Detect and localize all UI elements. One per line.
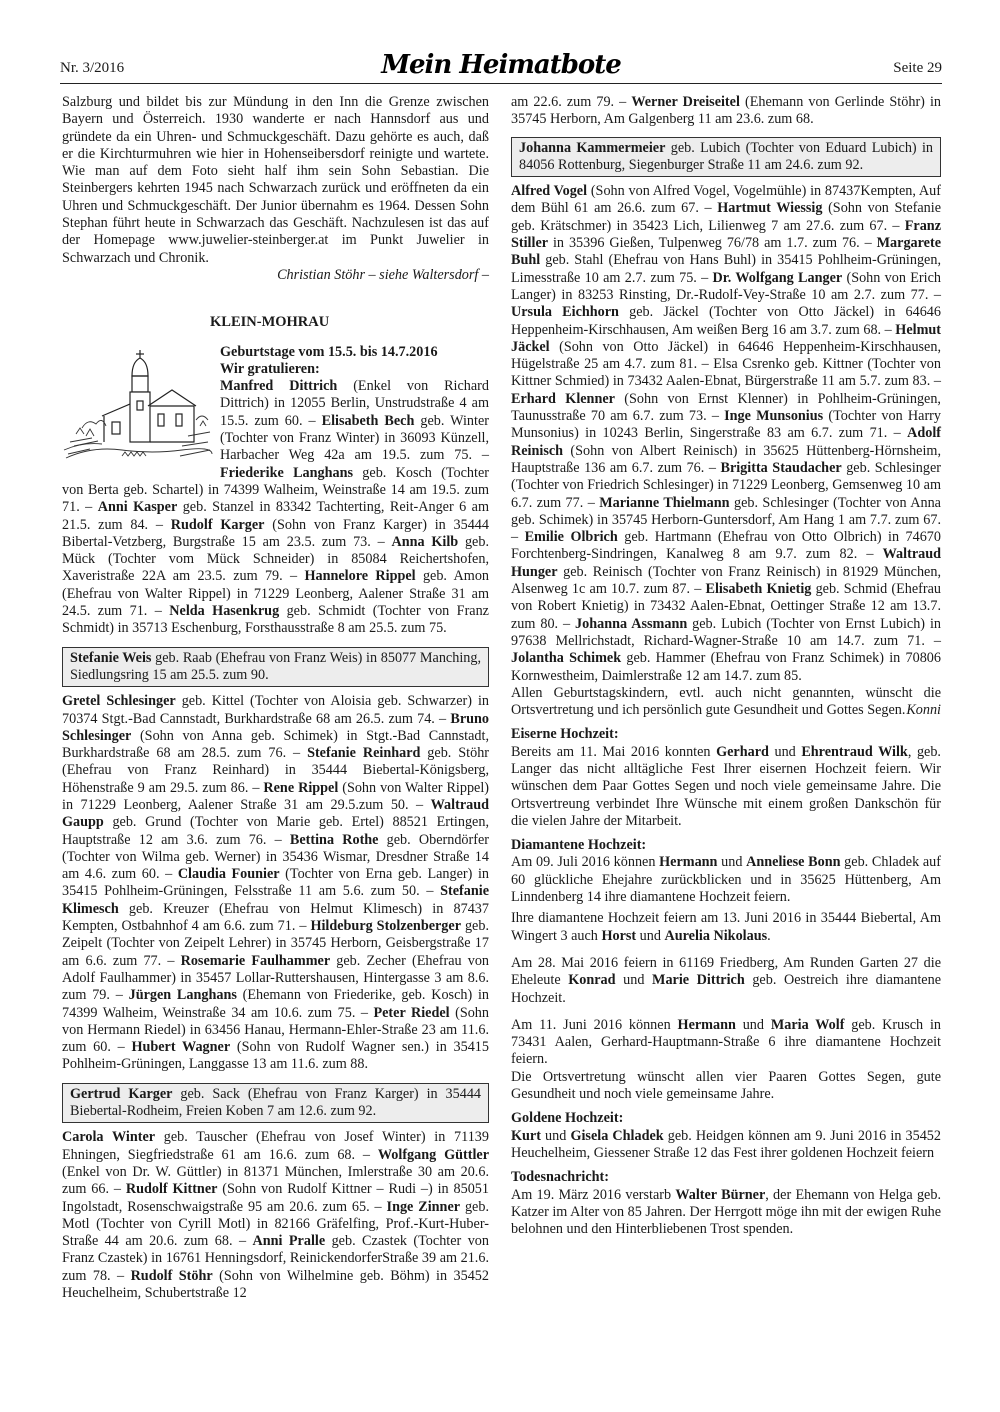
entry: Marianne Thielmann geb. Schlesinger (Tochter von Anna geb. Schimek) in 35745 Herborn-Guntersdorf, Am Hang 1 am 7.7. zum 67. –	[511, 494, 941, 546]
church-illustration	[62, 346, 214, 466]
diamond-wedding-2: Ihre diamantene Hochzeit feiern am 13. Juni 2016 in 35444 Biebertal, Am Wingert 3 auch Horst und Aurelia Nikolaus.	[511, 910, 941, 944]
entry: Jürgen Langhans (Ehemann von Friederike, geb. Kosch) in 74399 Walheim, Weinstraße 34 am 10.6. zum 75. –	[62, 987, 489, 1021]
golden-wedding-text: Kurt und Gisela Chladek geb. Heidgen können am 9. Juni 2016 in 35452 Heuchelheim, Giessener Straße 12 das Fest ihrer goldenen Hochzeit feiern	[511, 1127, 941, 1161]
entry: Dr. Wolfgang Langer (Sohn von Erich Langer) in 83253 Rinsting, Dr.-Rudolf-Vey-Straße 10 am 2.7. zum 77. –	[511, 269, 941, 303]
entry: Waltraud Hunger geb. Reinisch (Tochter von Franz Reinisch) in 81929 München, Alsenweg 1c am 10.7. zum 87. –	[511, 546, 941, 598]
entry: Claudia Founier (Tochter von Erna geb. Langer) in 35415 Pohlheim-Grüningen, Felsstraße 11 am 5.6. zum 50. –	[62, 866, 489, 900]
entry: Adolf Reinisch (Sohn von Albert Reinisch) in 35625 Hüttenberg-Hörnsheim, Hauptstraße 136 am 6.7. zum 76. –	[511, 425, 941, 476]
diamond-wedding-wishes: Die Ortsvertretung wünscht allen vier Paaren Gottes Segen, gute Gesundheit und noch viele gemeinsame Jahre.	[511, 1068, 941, 1103]
entry: Alfred Vogel (Sohn von Alfred Vogel, Vogelmühle) in 87437Kempten, Auf dem Bühl 61 am 26.6. zum 67. –	[511, 183, 941, 217]
entry: Carola Winter geb. Tauscher (Ehefrau von Josef Winter) in 71139 Ehningen, Siegfriedstraße 61 am 16.6. zum 68. –	[62, 1129, 489, 1163]
header-rule	[60, 83, 942, 84]
entry: Waltraud Gaupp geb. Grund (Tochter von Marie geb. Ertel) 88521 Ertingen, Hauptstraße 12 am 3.6. zum 76. –	[62, 796, 489, 848]
intro-paragraph: Salzburg und bildet bis zur Mündung in den Inn die Grenze zwischen Bayern und Österreich. 1930 wanderte er nach Hannsdorf aus und gründete da ein Uhren- und Schmuckgeschäft. Dazu gehörte es auch, daß er die Kirchturmuhren wie hier in Hohenseibersdorf reinigte und wartete. Wie man auf dem Foto sieht half ihm sein Sohn Sebastian. Die Steinbergers kehrten 1945 nach Schwarzach zurück und eröffneten da ein Uhren und Schmuckgeschäft. Der Junior übernahm es 1964. Dessen Sohn Stephan führt heute in Schwarzach das Geschäft. Nachzulesen ist das auf der Homepage www.juwelier-steinberger.at im Punkt Juwelier in Schwarzach und Chronik.	[62, 94, 489, 266]
iron-wedding-heading: Eiserne Hochzeit:	[511, 726, 619, 743]
entry: Rudolf Kittner (Sohn von Rudolf Kittner – Rudi –) in 85051 Ingolstadt, Rosenschwaigstraße 95 am 20.6. zum 65. –	[62, 1181, 489, 1215]
entry: Rene Rippel (Sohn von Walter Rippel) in 71229 Leonberg, Aalener Straße 31 am 29.5.zum 50. –	[62, 779, 490, 813]
birthday-heading: Geburtstage vom 15.5. bis 14.7.2016	[220, 343, 438, 360]
highlight-box-90th: Stefanie Weis geb. Raab (Ehefrau von Franz Weis) in 85077 Manching, Siedlungsring 15 am 25.5. zum 90.	[62, 647, 489, 688]
obituary-heading: Todesnachricht:	[511, 1169, 610, 1186]
golden-wedding-heading: Goldene Hochzeit:	[511, 1110, 624, 1127]
entry: Elisabeth Knietig geb. Schmid (Ehefrau von Robert Knietig) in 73432 Aalen-Ebnat, Oettinger Straße 12 am 13.7. zum 80. –	[511, 581, 941, 632]
masthead-title: Mein Heimatbote	[381, 50, 621, 80]
entry: Anna Kilb geb. Mück (Tochter vom Mück Schneider) in 85084 Reichertshofen, Xaveristraße 22A am 23.5. zum 79. –	[62, 533, 489, 585]
entry: Hubert Wagner (Sohn von Rudolf Wagner sen.) in 35415 Pohlheim-Grüningen, Langgasse 13 am 11.6. zum 88.	[62, 1039, 489, 1073]
diamond-wedding-1: Am 09. Juli 2016 können Hermann und Anneliese Bonn geb. Chladek auf 60 glückliche Ehejahre zurückblicken und in 35625 Hüttenberg, Am Linndenberg 14 ihre diamantene Hochzeit feiern.	[511, 854, 941, 906]
closing-signature: Konni	[906, 702, 941, 719]
entry: Peter Riedel (Sohn von Hermann Riedel) in 63456 Hanau, Hermann-Ehler-Straße 23 am 11.6. zum 60. –	[62, 1004, 489, 1056]
entry: Anni Pralle geb. Czastek (Tochter von Franz Czastek) in 16761 Henningsdorf, ReinickendorferStraße 39 am 21.6. zum 78. –	[62, 1233, 489, 1284]
entry: Hildeburg Stolzenberger geb. Zeipelt (Tochter von Zeipelt Lehrer) in 35745 Herborn, Geisbergstraße 17 am 6.6. zum 77. –	[62, 918, 489, 969]
entry: Gretel Schlesinger geb. Kittel (Tochter von Aloisia geb. Schwarzer) in 70374 Stgt.-Bad Cannstadt, Burkhardstraße 68 am 26.5. zum 74. –	[62, 693, 489, 727]
iron-wedding-text: Bereits am 11. Mai 2016 konnten Gerhard und Ehrentraud Wilk, geb. Langer das nicht alltägliche Fest Ihrer eisernen Hochzeit feiern. Wir wünschen dem Paar Gottes Segen und noch viele gemeinsame Jahre. Die Ortsvertreung verbindet Ihre Wünsche mit einem großen Dankschön für die vielen Jahre der Mitarbeit.	[511, 743, 941, 829]
entry: Hannelore Rippel geb. Amon (Ehefrau von Walter Rippel) in 71229 Leonberg, Aalener Straße 31 am 24.5. zum 71. –	[62, 568, 490, 620]
issue-number: Nr. 3/2016	[60, 60, 125, 76]
obituary-text: Am 19. März 2016 verstarb Walter Bürner, der Ehemann von Helga geb. Katzer im Alter von 85 Jahren. Der Herrgott möge ihn mit der ewigen Ruhe belohnen und den Hinterbliebenen Trost spenden.	[511, 1186, 941, 1238]
birthday-list-4	[511, 183, 941, 685]
entry: Friederike Langhans geb. Kosch (Tochter von Berta geb. Schartel) in 74399 Walheim, Weinstraße 14 am 19.5. zum 71. –	[62, 464, 489, 516]
entry: Inge Munsonius (Tochter von Harry Munsonius) in 10243 Berlin, Singerstraße 83 am 6.7. zum 71. –	[511, 408, 941, 442]
intro-signature: Christian Stöhr – siehe Waltersdorf –	[277, 266, 489, 283]
highlight-box-kammermeier: Johanna Kammermeier geb. Lubich (Tochter von Eduard Lubich) in 84056 Rottenburg, Siegenburger Straße 11 am 24.6. zum 92.	[511, 137, 941, 178]
entry: Rosemarie Faulhammer geb. Zecher (Ehefrau von Adolf Faulhammer) in 35457 Lollar-Ruttershausen, Hintergasse 3 am 8.6. zum 79. –	[62, 952, 490, 1004]
diamond-wedding-3: Am 28. Mai 2016 feiern in 61169 Friedberg, Am Runden Garten 27 die Eheleute Konrad und Marie Dittrich geb. Oestreich ihre diamantene Hochzeit.	[511, 954, 941, 1006]
entry: Anni Kasper geb. Stanzel in 83342 Tachterting, Reit-Anger 6 am 21.5. zum 84. –	[62, 499, 490, 533]
entry: Elisabeth Bech geb. Winter (Tochter von Franz Winter) in 36093 Künzell, Harbacher Weg 42a am 19.5. zum 75. –	[220, 412, 489, 464]
entry: Manfred Dittrich (Enkel von Richard Dittrich) in 12055 Berlin, Unstrudstraße 4 am 15.5. zum 60. –	[220, 378, 490, 429]
diamond-wedding-heading: Diamantene Hochzeit:	[511, 837, 647, 854]
entry: Bettina Rothe geb. Oberndörfer (Tochter von Wilma geb. Werner) in 35436 Wismar, Dresdner Straße 14 am 4.6. zum 60. –	[62, 831, 489, 883]
entry: Rudolf Stöhr (Sohn von Wilhelmine geb. Böhm) in 35452 Heuchelheim, Schubertstraße 12	[62, 1267, 489, 1301]
entry: Rudolf Karger (Sohn von Franz Karger) in 35444 Bibertal-Vetzberg, Burgstraße 15 am 23.5. zum 73. –	[62, 516, 489, 550]
entry: Helmut Jäckel (Sohn von Otto Jäckel) in 64646 Heppenheim-Kirschhausen, Hügelstraße 25 am 4.7. zum 81. – Elsa Csrenko geb. Kittner (Tochter von Kittner Schmied) in 73432 Aalen-Ebnat, Bürgerstraße 11 am 5.7. zum 83. –	[511, 321, 942, 390]
entry: Brigitta Staudacher geb. Schlesinger (Tochter von Friedrich Schlesinger) in 71229 Leonberg, Gemsenweg 10 am 6.7. zum 77. –	[511, 459, 941, 511]
entry: Erhard Klenner (Sohn von Ernst Klenner) in Pohlheim-Grüningen, Taunusstraße 70 am 6.7. zum 73. –	[511, 390, 941, 425]
entry: Stefanie Klimesch geb. Kreuzer (Ehefrau von Helmut Klimesch) in 87437 Kempten, Ostbahnhof 4 am 6.6. zum 71. –	[62, 883, 489, 935]
highlight-box-92nd: Gertrud Karger geb. Sack (Ehefrau von Franz Karger) in 35444 Biebertal-Rodheim, Freien Koben 7 am 12.6. zum 92.	[62, 1083, 489, 1124]
birthday-list-continued: am 22.6. zum 79. – Werner Dreiseitel (Ehemann von Gerlinde Stöhr) in 35745 Herborn, Am Galgenberg 11 am 23.6. zum 68.	[511, 94, 941, 128]
entry: Wolfgang Güttler (Enkel von Dr. W. Güttler) in 81371 München, Imlerstraße 30 am 20.6. zum 66. –	[62, 1146, 490, 1198]
congrats-heading: Wir gratulieren:	[220, 360, 320, 377]
entry: Nelda Hasenkrug geb. Schmidt (Tochter von Franz Schmidt) in 35713 Eschenburg, Forsthausstraße 8 am 25.5. zum 75.	[62, 603, 489, 637]
left-column	[62, 94, 489, 1302]
entry: Stefanie Reinhard geb. Stöhr (Ehefrau von Franz Reinhard) in 35444 Biebertal-Königsberg, Höhenstraße 9 am 29.5. zum 86. –	[62, 745, 490, 796]
entry: Hartmut Wiessig (Sohn von Stefanie geb. Krätschmer) in 35423 Lich, Lilienweg 7 am 27.6. zum 67. –	[511, 200, 942, 234]
page-number: Seite 29	[893, 60, 942, 76]
entry: Inge Zinner geb. Motl (Tochter von Cyrill Motl) in 82166 Gräfelfing, Prof.-Kurt-Huber-Straße 44 am 20.6. zum 68. –	[62, 1198, 489, 1250]
right-column	[511, 94, 941, 1238]
birthday-list-2	[62, 693, 489, 1074]
section-title: KLEIN-MOHRAU	[210, 314, 330, 331]
entry: Jolantha Schimek geb. Hammer (Ehefrau von Franz Schimek) in 70806 Kornwestheim, Daimlerstraße 12 am 14.7. zum 85.	[511, 650, 941, 684]
diamond-wedding-4: Am 11. Juni 2016 können Hermann und Maria Wolf geb. Krusch in 73431 Aalen, Gerhard-Hauptmann-Straße 6 ihre diamantene Hochzeit feiern.	[511, 1016, 942, 1068]
entry: Johanna Assmann geb. Lubich (Tochter von Ernst Lubich) in 97638 Mellrichstadt, Richard-Wagner-Straße 10 am 14.7. zum 71. –	[511, 615, 941, 649]
entry: Bruno Schlesinger (Sohn von Anna geb. Schimek) in Stgt.-Bad Cannstadt, Burkhardstraße 68 am 28.5. zum 76. –	[62, 710, 489, 762]
birthday-list-3	[62, 1129, 489, 1302]
entry: Ursula Eichhorn geb. Jäckel (Tochter von Otto Jäckel) in 64646 Heppenheim-Kirschhausen, Am weißen Berg 16 am 3.7. zum 68. –	[511, 304, 941, 338]
entry: Margarete Buhl geb. Stahl (Ehefrau von Hans Buhl) in 35415 Pohlheim-Grüningen, Limesstraße 10 am 2.7. zum 75. –	[511, 235, 941, 286]
page-header	[60, 52, 942, 86]
closing-paragraph: Allen Geburtstagskindern, evtl. auch nicht genannten, wünscht die Ortsvertretung und ich persönlich gute Gesundheit und Gottes Segen. Konni	[511, 684, 941, 719]
entry: Emilie Olbrich geb. Hartmann (Ehefrau von Otto Olbrich) in 74670 Forchtenberg-Sindringen, Kanalweg 8 am 9.7. zum 82. –	[511, 529, 941, 563]
entry: Franz Stiller in 35396 Gießen, Tulpenweg 76/78 am 1.7. zum 76. –	[511, 217, 941, 252]
